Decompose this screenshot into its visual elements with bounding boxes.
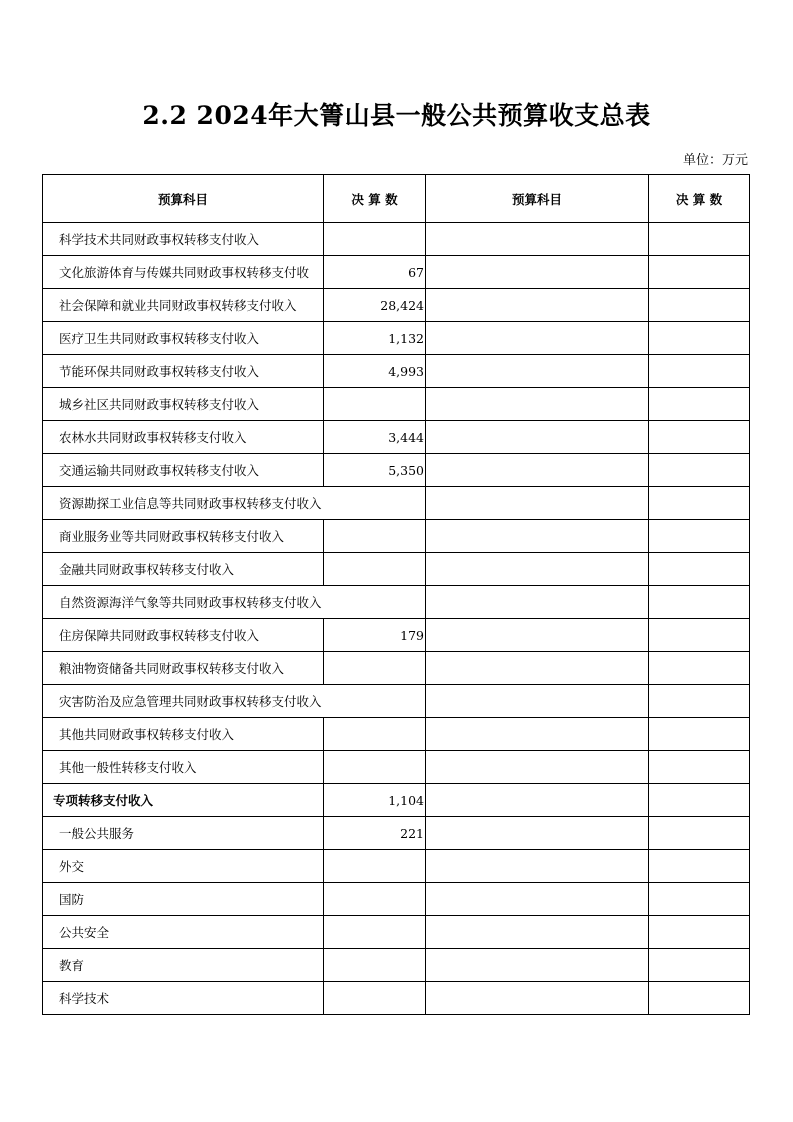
row-right-item: [426, 421, 649, 454]
row-item-amount: [324, 487, 426, 520]
row-item-name: 商业服务业等共同财政事权转移支付收入: [43, 520, 324, 553]
table-row: [43, 487, 750, 520]
table-row: [43, 751, 750, 784]
row-item-amount: 28,424: [324, 289, 426, 322]
row-item-name: 灾害防治及应急管理共同财政事权转移支付收入: [43, 685, 324, 718]
table-header-row: [43, 175, 750, 223]
row-item-amount: 1,132: [324, 322, 426, 355]
row-right-amount: [649, 850, 750, 883]
row-right-item: [426, 916, 649, 949]
row-item-name: 科学技术共同财政事权转移支付收入: [43, 223, 324, 256]
row-right-item: [426, 289, 649, 322]
row-right-amount: [649, 784, 750, 817]
row-right-amount: [649, 949, 750, 982]
table-row: [43, 586, 750, 619]
row-item-amount: [324, 685, 426, 718]
row-item-amount: [324, 883, 426, 916]
row-right-amount: [649, 223, 750, 256]
table-row: [43, 619, 750, 652]
table-row: [43, 718, 750, 751]
row-right-item: [426, 487, 649, 520]
row-item-amount: [324, 916, 426, 949]
row-right-amount: [649, 388, 750, 421]
table-row: [43, 817, 750, 850]
table-row: [43, 454, 750, 487]
row-item-name: 粮油物资储备共同财政事权转移支付收入: [43, 652, 324, 685]
row-right-item: [426, 718, 649, 751]
row-item-name: 医疗卫生共同财政事权转移支付收入: [43, 322, 324, 355]
table-row: [43, 949, 750, 982]
row-right-amount: [649, 916, 750, 949]
table-row: [43, 322, 750, 355]
row-item-amount: 4,993: [324, 355, 426, 388]
table-row: [43, 916, 750, 949]
row-right-item: [426, 520, 649, 553]
row-right-amount: [649, 586, 750, 619]
table-row: [43, 223, 750, 256]
row-item-amount: [324, 388, 426, 421]
row-item-amount: [324, 982, 426, 1015]
table-row: [43, 652, 750, 685]
table-row: [43, 982, 750, 1015]
row-item-name: 科学技术: [43, 982, 324, 1015]
row-item-name: 其他一般性转移支付收入: [43, 751, 324, 784]
row-right-amount: [649, 256, 750, 289]
row-right-item: [426, 850, 649, 883]
row-item-amount: 179: [324, 619, 426, 652]
row-item-amount: [324, 850, 426, 883]
row-right-amount: [649, 421, 750, 454]
page-title: 2.2 2024年大箐山县一般公共预算收支总表: [142, 101, 651, 130]
row-right-item: [426, 553, 649, 586]
row-right-item: [426, 322, 649, 355]
row-item-amount: 5,350: [324, 454, 426, 487]
header-right-item: 预算科目: [426, 175, 649, 223]
row-right-amount: [649, 883, 750, 916]
row-right-amount: [649, 982, 750, 1015]
row-item-name: 国防: [43, 883, 324, 916]
row-right-amount: [649, 751, 750, 784]
row-item-name: 金融共同财政事权转移支付收入: [43, 553, 324, 586]
row-right-amount: [649, 718, 750, 751]
row-right-item: [426, 454, 649, 487]
row-item-amount: [324, 553, 426, 586]
row-right-item: [426, 586, 649, 619]
row-item-name: 教育: [43, 949, 324, 982]
table-row: [43, 355, 750, 388]
row-right-item: [426, 949, 649, 982]
row-item-amount: [324, 652, 426, 685]
unit-label: 单位：万元: [682, 153, 748, 168]
table-row: [43, 388, 750, 421]
row-item-name: 城乡社区共同财政事权转移支付收入: [43, 388, 324, 421]
table-row: [43, 256, 750, 289]
table-row: [43, 883, 750, 916]
row-right-amount: [649, 454, 750, 487]
row-item-name: 节能环保共同财政事权转移支付收入: [43, 355, 324, 388]
table-row: [43, 784, 750, 817]
header-right-amount: 决 算 数: [649, 175, 750, 223]
row-item-amount: [324, 718, 426, 751]
table-row: [43, 850, 750, 883]
row-right-item: [426, 619, 649, 652]
row-item-name: 文化旅游体育与传媒共同财政事权转移支付收: [43, 256, 324, 289]
row-right-item: [426, 883, 649, 916]
row-right-amount: [649, 289, 750, 322]
row-right-item: [426, 256, 649, 289]
row-item-amount: [324, 223, 426, 256]
row-right-amount: [649, 619, 750, 652]
row-item-name: 交通运输共同财政事权转移支付收入: [43, 454, 324, 487]
row-item-name: 自然资源海洋气象等共同财政事权转移支付收入: [43, 586, 324, 619]
row-item-name: 外交: [43, 850, 324, 883]
row-right-amount: [649, 652, 750, 685]
header-left-amount: 决 算 数: [324, 175, 426, 223]
header-left-item: 预算科目: [43, 175, 324, 223]
row-item-name: 资源勘探工业信息等共同财政事权转移支付收入: [43, 487, 324, 520]
row-item-amount: 1,104: [324, 784, 426, 817]
row-item-name: 一般公共服务: [43, 817, 324, 850]
row-right-amount: [649, 322, 750, 355]
row-right-item: [426, 982, 649, 1015]
row-right-item: [426, 355, 649, 388]
table-row: [43, 520, 750, 553]
row-right-item: [426, 685, 649, 718]
row-item-name: 其他共同财政事权转移支付收入: [43, 718, 324, 751]
row-item-amount: [324, 949, 426, 982]
table-row: [43, 421, 750, 454]
row-item-name: 专项转移支付收入: [43, 784, 324, 817]
table-row: [43, 553, 750, 586]
row-right-item: [426, 652, 649, 685]
row-right-amount: [649, 487, 750, 520]
row-right-item: [426, 388, 649, 421]
row-right-amount: [649, 520, 750, 553]
row-item-amount: [324, 586, 426, 619]
row-right-item: [426, 784, 649, 817]
row-item-name: 公共安全: [43, 916, 324, 949]
table-row: [43, 685, 750, 718]
row-item-name: 社会保障和就业共同财政事权转移支付收入: [43, 289, 324, 322]
row-item-amount: [324, 751, 426, 784]
row-item-name: 住房保障共同财政事权转移支付收入: [43, 619, 324, 652]
row-item-name: 农林水共同财政事权转移支付收入: [43, 421, 324, 454]
row-item-amount: 67: [324, 256, 426, 289]
row-right-amount: [649, 553, 750, 586]
row-right-item: [426, 223, 649, 256]
row-right-amount: [649, 355, 750, 388]
table-row: [43, 289, 750, 322]
row-item-amount: 3,444: [324, 421, 426, 454]
row-item-amount: [324, 520, 426, 553]
row-item-amount: 221: [324, 817, 426, 850]
row-right-item: [426, 817, 649, 850]
row-right-item: [426, 751, 649, 784]
row-right-amount: [649, 685, 750, 718]
budget-table: [42, 174, 750, 1015]
row-right-amount: [649, 817, 750, 850]
